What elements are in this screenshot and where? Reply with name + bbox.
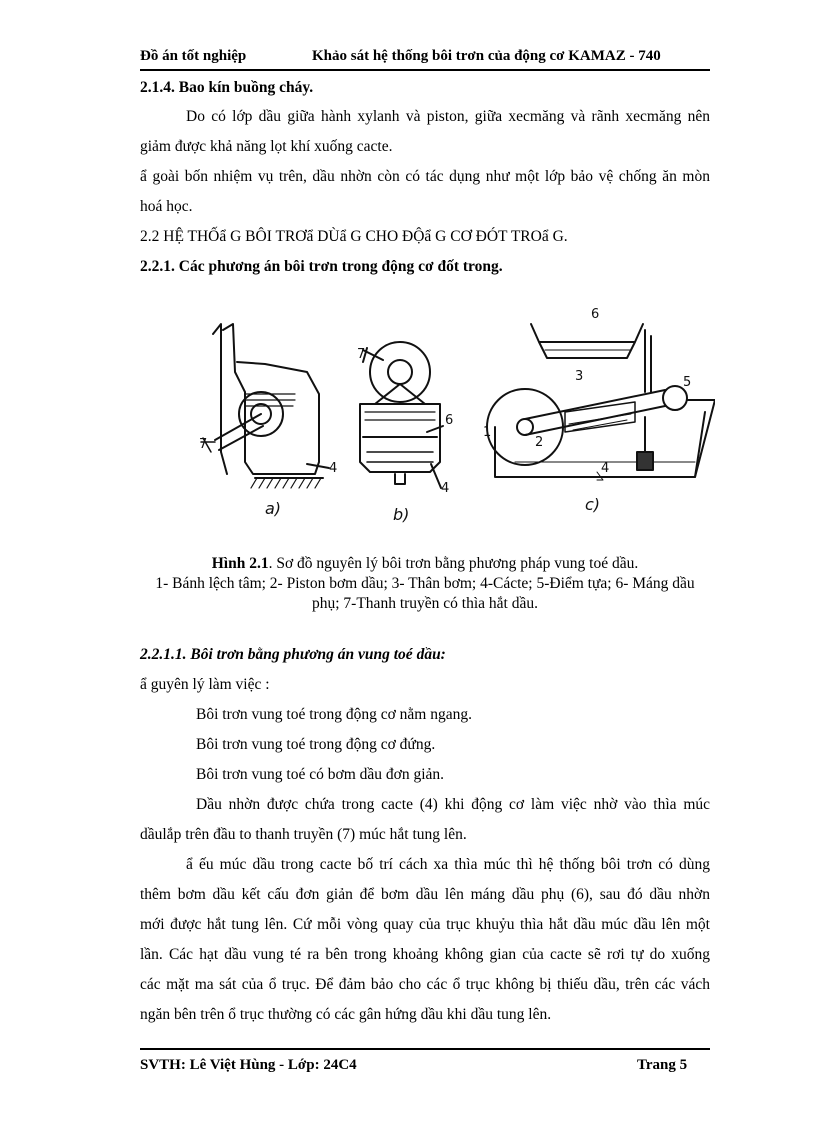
figure-caption-line-1: [140, 554, 710, 574]
fig-label-b: b): [393, 505, 410, 524]
figure-caption-line-2: 1- Bánh lệch tâm; 2- Piston bơm dầu; 3- Thân bơm; 4-Cácte; 5-Điểm tựa; 6- Máng dầu: [155, 575, 695, 592]
diagram-a: [201, 324, 329, 488]
fig-num-7a: 7: [199, 437, 208, 452]
paragraph-1-line-2: giảm được khả năng lọt khí xuống cacte.: [140, 138, 393, 155]
paragraph-3-line-1: Dầu nhờn được chứa trong cacte (4) khi động cơ làm việc nhờ vào thìa múc: [196, 796, 710, 813]
fig-num-7b: 7: [357, 347, 366, 362]
paragraph-4-line-6: ngăn bên trên ổ trục thường có các gân hứng dầu khi dầu tung lên.: [140, 1006, 552, 1023]
header-rule: [140, 69, 710, 71]
heading-2-2: 2.2 HỆ THỐẩ G BÔI TRƠẩ DÙẩ G CHO ĐỘẩ G CƠ ĐÓT TROẩ G.: [140, 228, 568, 245]
list-item-2: Bôi trơn vung toé trong động cơ đứng.: [196, 736, 436, 753]
figure-2-1: [195, 302, 715, 532]
fig-num-1: 1: [483, 425, 492, 440]
fig-label-a: a): [265, 499, 282, 518]
figure-caption-label: Hình 2.1: [211, 555, 269, 572]
heading-2-2-1: 2.2.1. Các phương án bôi trơn trong động cơ đốt trong.: [140, 258, 503, 275]
fig-num-6c: 6: [591, 307, 600, 322]
list-item-1: Bôi trơn vung toé trong động cơ nằm ngang.: [196, 706, 472, 723]
header-right: Khảo sát hệ thống bôi trơn của động cơ KAMAZ - 740: [312, 48, 661, 64]
paragraph-4-line-3: mới được hắt tung lên. Cứ mỗi vòng quay của trục khuỷu thìa hắt dầu múc dầu lên một: [140, 916, 710, 933]
fig-label-c: c): [585, 495, 601, 514]
footer-rule: [140, 1048, 710, 1050]
fig-num-4b: 4: [441, 481, 450, 496]
paragraph-3-line-2: dầulắp trên đầu to thanh truyền (7) múc hắt tung lên.: [140, 826, 467, 843]
paragraph-4-line-5: các mặt ma sát của ổ trục. Để đảm bảo cho các ổ trục không bị thiếu dầu, trên các vách: [140, 976, 710, 993]
paragraph-2-line-1: ẩ goài bốn nhiệm vụ trên, dầu nhờn còn có tác dụng như một lớp bảo vệ chống ăn mòn: [140, 168, 710, 185]
heading-2-1-4: 2.1.4. Bao kín buồng cháy.: [140, 79, 314, 96]
fig-num-2: 2: [535, 435, 544, 450]
fig-num-4c: 4: [601, 461, 610, 476]
heading-2-2-1-1: 2.2.1.1. Bôi trơn bằng phương án vung toé dầu:: [140, 646, 446, 663]
figure-caption-title: . Sơ đồ nguyên lý bôi trơn bằng phương pháp vung toé dầu.: [268, 555, 639, 572]
diagram-c: [487, 324, 715, 480]
fig-num-5: 5: [683, 375, 692, 390]
paragraph-2-line-2: hoá học.: [140, 198, 193, 215]
paragraph-4-line-1: ẩ ếu múc dầu trong cacte bố trí cách xa thìa múc thì hệ thống bôi trơn có dùng: [186, 856, 710, 873]
list-item-3: Bôi trơn vung toé có bơm dầu đơn giản.: [196, 766, 445, 783]
fig-num-4a: 4: [329, 461, 338, 476]
fig-num-3: 3: [575, 369, 584, 384]
fig-num-6b: 6: [445, 413, 454, 428]
footer-page-number: Trang 5: [637, 1057, 688, 1073]
paragraph-4-line-2: thêm bơm dầu kết cấu đơn giản để bơm dầu lên máng dầu phụ (6), sau đó dầu nhờn: [140, 886, 710, 903]
paragraph-4-line-4: lần. Các hạt dầu vung té ra bên trong khoảng không gian của cacte sẽ rơi tự do xuống: [140, 946, 710, 963]
principle-label: ẩ guyên lý làm việc :: [140, 676, 270, 693]
header-left: Đồ án tốt nghiệp: [140, 48, 247, 64]
diagram-b: [360, 342, 443, 488]
paragraph-1-line-1: Do có lớp dầu giữa hành xylanh và piston, giữa xecmăng và rãnh xecmăng nên: [186, 108, 710, 125]
figure-caption-line-3: phụ; 7-Thanh truyền có thìa hắt dầu.: [312, 595, 538, 612]
footer-left: SVTH: Lê Việt Hùng - Lớp: 24C4: [140, 1057, 357, 1073]
